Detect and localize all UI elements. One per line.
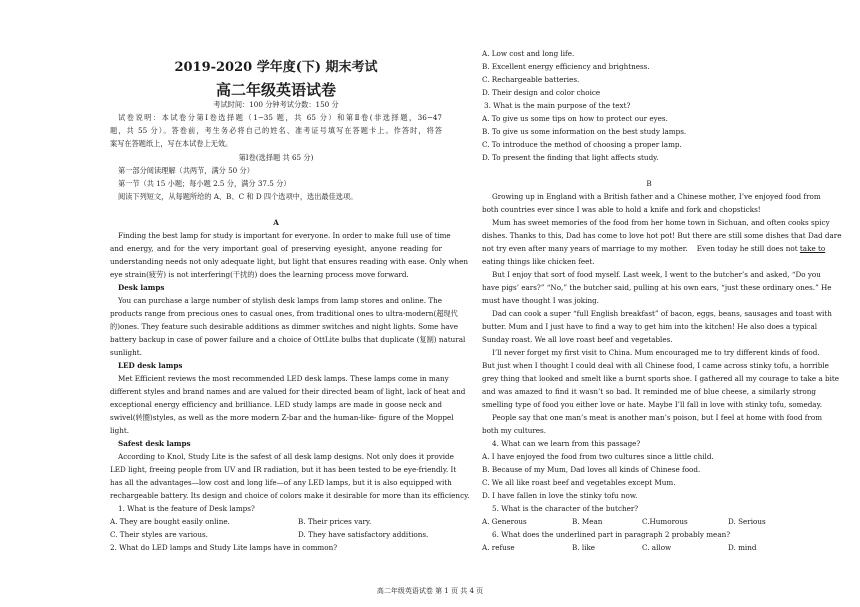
paragraph-line: People say that one man’s meat is another man’s poison, but I feel at home with food from xyxy=(492,413,823,422)
paragraph-line: smelling type of food you either love or hate. Maybe I’ll fall in love with stinky tofu, someday. xyxy=(482,400,822,409)
answer-option: D. Serious xyxy=(728,517,766,526)
paragraph-line: But just when I thought I could deal with all Chinese food, I came across stinky tofu, a horrible xyxy=(482,361,829,370)
answer-option: B. like xyxy=(572,543,596,552)
page-footer: 高二年级英语试卷 第 1 页 共 4 页 xyxy=(376,587,484,595)
exam-title: 2019-2020 学年度(下) 期末考试 xyxy=(174,60,378,75)
answer-option: A. They are bought easily online. xyxy=(110,517,230,526)
answer-option: A. I have enjoyed the food from two cultures since a little child. xyxy=(482,452,714,461)
paragraph-line: LED light, freeing people from UV and IR radiation, but it has been tested to be eye-friendly. It xyxy=(110,465,457,474)
paragraph-line: different styles and brand names and are valued for their directed beam of light, lack of heat and xyxy=(110,387,466,396)
paragraph-line: eye strain(疲劳) is not interfering(干扰的) does the learning process move forward. xyxy=(110,270,409,279)
answer-option: A. refuse xyxy=(482,543,515,552)
exam-subtitle: 高二年级英语试卷 xyxy=(215,81,336,99)
paragraph-line: and was amazed to find it wasn’t so bad. It reminded me of blue cheese, a similarly strong xyxy=(482,387,816,396)
paragraph-line: products range from precious ones to casual ones, from traditional ones to ultra-modern(超现代 xyxy=(110,309,458,318)
paragraph-line: Dad can cook a super “full English breakfast” of bacon, eggs, beans, sausages and toast with xyxy=(492,309,832,318)
passage-label: A xyxy=(273,218,279,227)
paragraph-line: must have thought I was joking. xyxy=(482,296,599,305)
paragraph-line: Growing up in England with a British father and a Chinese mother, I’ve enjoyed food from xyxy=(492,192,821,201)
paragraph-line: has all the advantages—low cost and long life—of any LED lamps, but it is also equipped with xyxy=(110,478,452,487)
paragraph-line: swivel(转圈)styles, as well as the more modern Z-bar and the human-like- figure of the Moppel xyxy=(110,413,454,422)
answer-option: D. Their design and color choice xyxy=(482,88,601,97)
subheading: LED desk lamps xyxy=(118,361,183,370)
answer-option: B. Their prices vary. xyxy=(298,517,372,526)
answer-option: B. Excellent energy efficiency and brightness. xyxy=(482,62,650,71)
paragraph-line: both my cultures. xyxy=(482,426,547,435)
instruction-line: 题，共 55 分）。答卷前，考生务必将自己的姓名、准考证号填写在答题卡上。作答时，将答 xyxy=(110,126,442,135)
paragraph-line: eating things like chicken feet. xyxy=(482,257,595,266)
section-heading: 第一部分阅读理解（共两节，满分 50 分） xyxy=(118,166,254,175)
question: 5. What is the character of the butcher? xyxy=(492,504,639,513)
paragraph-line: Finding the best lamp for study is important for everyone. In order to make full use of time xyxy=(118,231,451,240)
paragraph-line: Sunday roast. We all love roast beef and vegetables. xyxy=(482,335,673,344)
paragraph-line: understanding needs not only adequate light, but light that ensures reading with ease. Only when xyxy=(110,257,469,266)
answer-option: A. Generous xyxy=(482,517,527,526)
answer-option: B. Mean xyxy=(572,517,603,526)
answer-option: C.Humorous xyxy=(642,517,688,526)
directions: 阅读下列短文，从每题所给的 A、B、C 和 D 四个选项中，选出最佳选项。 xyxy=(118,192,358,201)
paragraph-line: Met Efficient reviews the most recommended LED desk lamps. These lamps come in many xyxy=(118,374,449,383)
paragraph-line: and energy, and for the very important goal of preserving eyesight, anyone reading for xyxy=(110,244,442,253)
answer-option: A. To give us some tips on how to protect our eyes. xyxy=(482,114,668,123)
question: 4. What can we learn from this passage? xyxy=(492,439,641,448)
section-heading: 第一节（共 15 小题；每小题 2.5 分，满分 37.5 分） xyxy=(118,179,291,188)
answer-option: D. I have fallen in love the stinky tofu now. xyxy=(482,491,638,500)
question: 6. What does the underlined part in paragraph 2 probably mean? xyxy=(492,530,731,539)
paragraph-line: I’ll never forget my first visit to China. Mum encouraged me to try different kinds of food. xyxy=(492,348,820,357)
paragraph-line: both countries ever since I was able to hold a knife and fork and chopsticks! xyxy=(482,205,761,214)
underlined-phrase: take to xyxy=(799,244,826,253)
paragraph-line: grey thing that looked and smelt like a burnt sports shoe. I gathered all my courage to take a bite xyxy=(482,374,840,383)
question: 3. What is the main purpose of the text? xyxy=(484,101,631,110)
answer-option: D. To present the finding that light affects study. xyxy=(482,153,659,162)
paragraph-line: light. xyxy=(110,426,130,435)
time-score: 考试时间：100 分钟考试分数：150 分 xyxy=(213,100,339,109)
passage-label: B xyxy=(646,179,652,188)
answer-option: D. They have satisfactory additions. xyxy=(298,530,429,539)
answer-option: C. To introduce the method of choosing a proper lamp. xyxy=(482,140,682,149)
paragraph-line: exceptional energy efficiency and brilliance. LED study lamps are made in goose neck and xyxy=(110,400,442,409)
answer-option: C. allow xyxy=(642,543,672,552)
question: 2. What do LED lamps and Study Lite lamps have in common? xyxy=(110,543,338,552)
answer-option: C. We all like roast beef and vegetables except Mum. xyxy=(482,478,676,487)
paragraph-line: sunlight. xyxy=(110,348,142,357)
paragraph-line: have pigs’ ears?” “No,” the butcher said, pulling at his own ears, “just these ordinary ones.” He xyxy=(482,283,832,292)
question: 1. What is the feature of Desk lamps? xyxy=(118,504,255,513)
part-heading: 第Ⅰ卷(选择题 共 65 分) xyxy=(238,153,314,162)
paragraph-line: butter. Mum and I just have to find a way to get him into the kitchen! He also does a typical xyxy=(482,322,818,331)
paragraph-line: You can purchase a large number of stylish desk lamps from lamp stores and online. The xyxy=(118,296,442,305)
instruction-line: 试卷说明：本试卷分第Ⅰ卷选择题（1−35 题，共 65 分）和第Ⅱ卷(非选择题，36−47 xyxy=(118,113,442,122)
paragraph-line xyxy=(482,244,826,253)
instruction-line: 案写在答题纸上，写在本试卷上无效。 xyxy=(110,139,233,148)
subheading: Desk lamps xyxy=(118,283,165,292)
paragraph-line: battery backup in case of power failure and a choice of OttLite bulbs that duplicate (复制) natural xyxy=(110,335,466,344)
paragraph-line: According to Knol, Study Lite is the safest of all desk lamp designs. Not only does it provide xyxy=(118,452,454,461)
paragraph-line: dishes. Thanks to this, Dad has come to love hot pot! But there are still some dishes that Dad dare xyxy=(482,231,842,240)
answer-option: B. Because of my Mum, Dad loves all kinds of Chinese food. xyxy=(482,465,701,474)
paragraph-line: Mum has sweet memories of the food from her home town in Sichuan, and often cooks spicy xyxy=(492,218,830,227)
subheading: Safest desk lamps xyxy=(118,439,191,448)
paragraph-line: rechargeable battery. Its design and choice of colors make it desirable for more than its efficiency. xyxy=(110,491,470,500)
answer-option: C. Their styles are various. xyxy=(110,530,208,539)
answer-option: D. mind xyxy=(728,543,757,552)
answer-option: B. To give us some information on the best study lamps. xyxy=(482,127,687,136)
answer-option: A. Low cost and long life. xyxy=(482,49,575,58)
paragraph-line: But I enjoy that sort of food myself. Last week, I went to the butcher’s and asked, “Do you xyxy=(492,270,821,279)
paragraph-line: 的)ones. They feature such desirable additions as dimmer switches and night lights. Some have xyxy=(110,322,458,331)
paragraph-text: not try even after many years of marriage to my mother. Even today he still does not xyxy=(482,244,800,253)
answer-option: C. Rechargeable batteries. xyxy=(482,75,580,84)
